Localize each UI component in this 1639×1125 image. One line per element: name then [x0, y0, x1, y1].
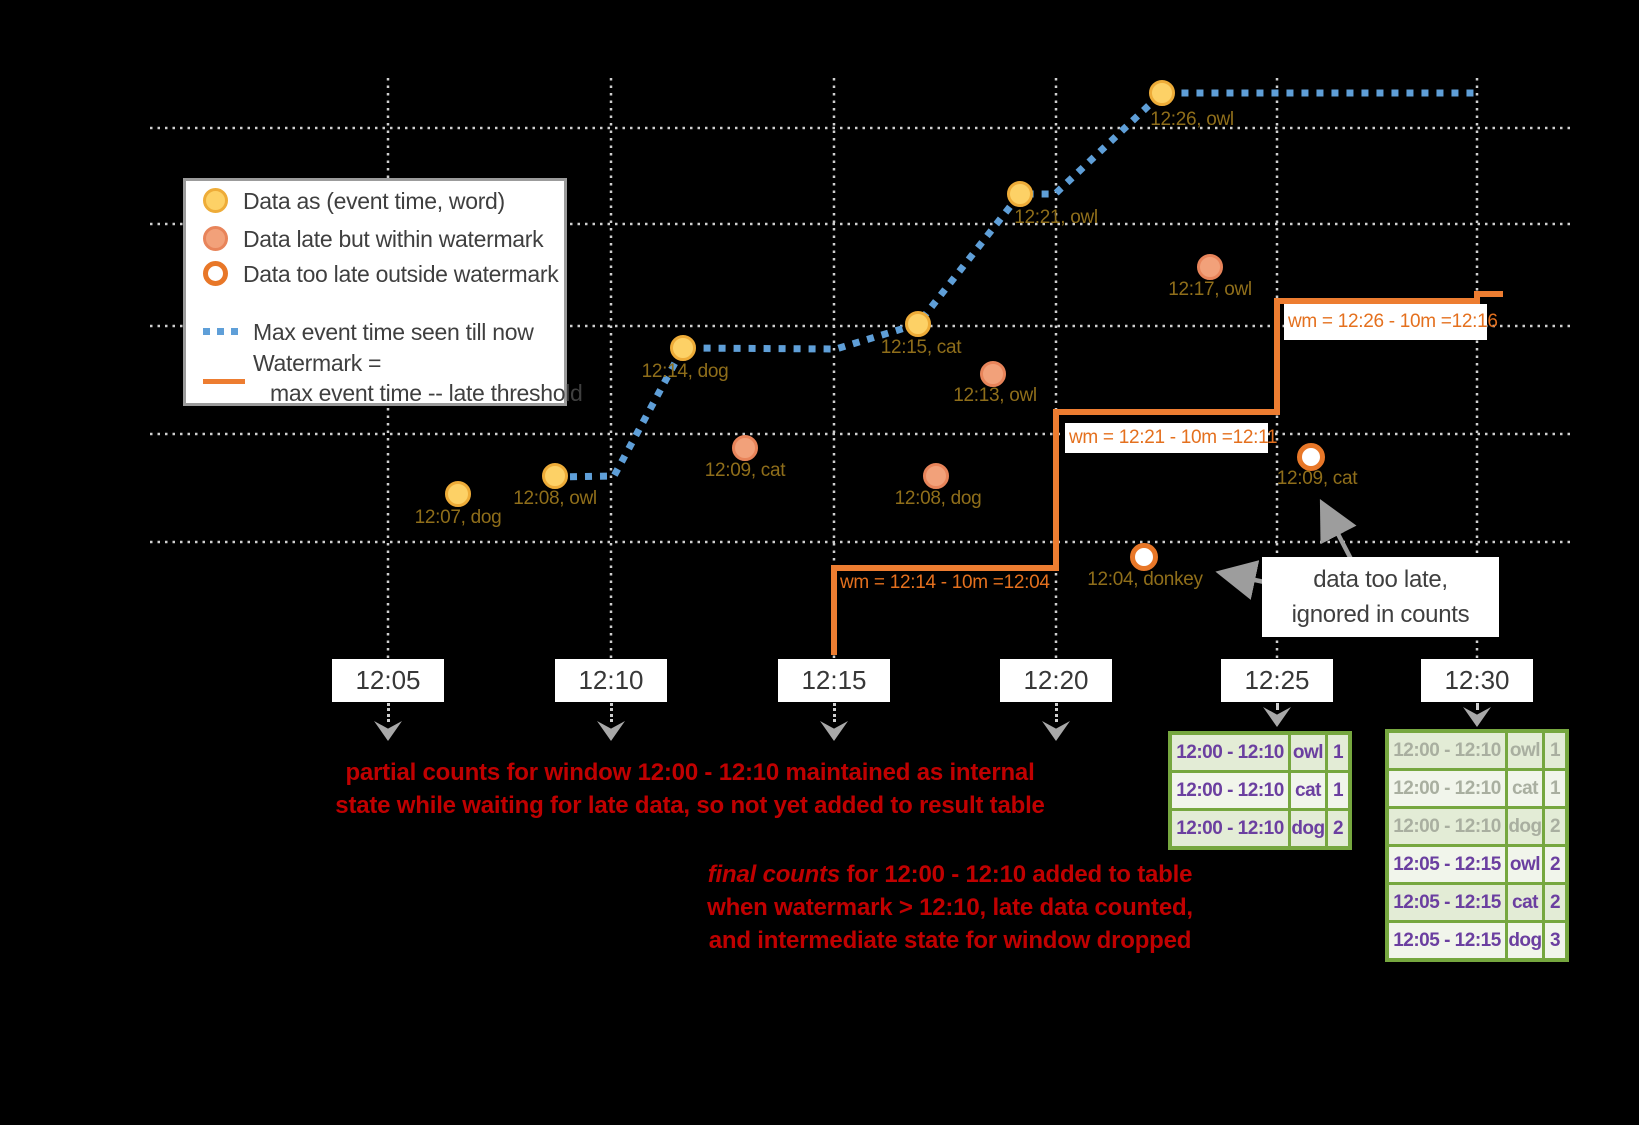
data-point-late	[980, 361, 1006, 387]
too-late-callout-line2: ignored in counts	[1291, 601, 1470, 628]
result-table-window-cell: 12:00 - 12:10	[1389, 809, 1505, 844]
data-point-on-time	[542, 463, 568, 489]
data-point-label: 12:08, owl	[513, 488, 597, 509]
legend-item-too-late: Data too late outside watermark	[243, 261, 559, 287]
watermark-label-1215: wm = 12:14 - 10m =12:04	[840, 572, 1050, 593]
legend-on-time-icon	[203, 188, 228, 213]
partial-counts-note-line2: state while waiting for late data, so not yet added to result table	[335, 792, 1045, 819]
too-late-callout-line1: data too late,	[1313, 566, 1448, 593]
axis-arrow-stem	[387, 703, 390, 722]
legend-item-late: Data late but within watermark	[243, 226, 544, 252]
final-counts-note	[660, 858, 1240, 957]
result-table-word-cell: dog	[1508, 809, 1542, 844]
result-table-count-cell: 1	[1328, 735, 1348, 770]
final-counts-note-line2: when watermark > 12:10, late data counted,	[707, 894, 1193, 921]
result-table-count-cell: 2	[1328, 811, 1348, 846]
axis-arrow-stem	[1476, 703, 1479, 708]
data-point-label: 12:09, cat	[1276, 468, 1358, 489]
data-point-label: 12:17, owl	[1168, 279, 1252, 300]
final-counts-note-line1	[660, 858, 1240, 891]
axis-tick-12-20: 12:20	[1000, 659, 1112, 702]
result-table-window-cell: 12:00 - 12:10	[1389, 771, 1505, 806]
data-point-late	[923, 463, 949, 489]
axis-tick-12-05: 12:05	[332, 659, 444, 702]
too-late-callout	[1262, 557, 1499, 637]
result-table-1	[1168, 731, 1352, 850]
result-table-count-cell: 1	[1545, 771, 1565, 806]
data-point-label: 12:09, cat	[704, 460, 786, 481]
axis-arrow-stem	[833, 703, 836, 722]
result-table-word-cell: dog	[1291, 811, 1325, 846]
data-point-label: 12:08, dog	[894, 488, 982, 509]
legend-item-on-time: Data as (event time, word)	[243, 188, 505, 214]
legend-max-event-time-icon	[203, 328, 245, 335]
result-table-window-cell: 12:00 - 12:10	[1389, 733, 1505, 768]
legend-too-late-icon	[203, 261, 228, 286]
result-table-window-cell: 12:05 - 12:15	[1389, 923, 1505, 958]
result-table-word-cell: cat	[1291, 773, 1325, 808]
result-table-count-cell: 2	[1545, 847, 1565, 882]
data-point-label: 12:15, cat	[880, 337, 962, 358]
result-table-count-cell: 1	[1328, 773, 1348, 808]
data-point-label: 12:26, owl	[1150, 109, 1234, 130]
legend-late-icon	[203, 226, 228, 251]
result-table-word-cell: owl	[1291, 735, 1325, 770]
result-table-window-cell: 12:00 - 12:10	[1172, 735, 1288, 770]
axis-arrow-stem	[1276, 703, 1279, 708]
data-point-late	[732, 435, 758, 461]
data-point-on-time	[1149, 80, 1175, 106]
data-point-on-time	[670, 335, 696, 361]
legend-item-watermark: Watermark =	[253, 350, 382, 376]
data-point-on-time	[1007, 181, 1033, 207]
result-table-word-cell: cat	[1508, 771, 1542, 806]
result-table-window-cell: 12:00 - 12:10	[1172, 773, 1288, 808]
legend-item-watermark-line2: max event time -- late threshold	[270, 380, 583, 406]
data-point-on-time	[905, 311, 931, 337]
partial-counts-note-line1: partial counts for window 12:00 - 12:10 maintained as internal	[345, 759, 1035, 786]
final-counts-emphasis: final counts	[707, 861, 841, 888]
result-table-window-cell: 12:05 - 12:15	[1389, 885, 1505, 920]
result-table-word-cell: owl	[1508, 733, 1542, 768]
axis-arrow-stem	[1055, 703, 1058, 722]
data-point-label: 12:04, donkey	[1087, 569, 1203, 590]
legend-item-max-event-time: Max event time seen till now	[253, 319, 534, 345]
axis-tick-12-15: 12:15	[778, 659, 890, 702]
result-table-count-cell: 2	[1545, 809, 1565, 844]
legend-watermark-icon	[203, 379, 245, 384]
data-point-too-late	[1130, 543, 1158, 571]
result-table-count-cell: 2	[1545, 885, 1565, 920]
watermark-label-1225: wm = 12:26 - 10m =12:16	[1284, 304, 1487, 340]
result-table-count-cell: 1	[1545, 733, 1565, 768]
data-point-label: 12:21, owl	[1014, 207, 1098, 228]
watermark-label-1220: wm = 12:21 - 10m =12:11	[1065, 423, 1268, 453]
result-table-word-cell: owl	[1508, 847, 1542, 882]
result-table-window-cell: 12:05 - 12:15	[1389, 847, 1505, 882]
axis-tick-12-30: 12:30	[1421, 659, 1533, 702]
result-table-word-cell: dog	[1508, 923, 1542, 958]
partial-counts-note	[250, 756, 1130, 822]
result-table-2	[1385, 729, 1569, 962]
result-table-window-cell: 12:00 - 12:10	[1172, 811, 1288, 846]
final-counts-note-line3: and intermediate state for window dropped	[708, 927, 1192, 954]
max-event-time-line	[555, 93, 1477, 477]
data-point-too-late	[1297, 443, 1325, 471]
result-table-count-cell: 3	[1545, 923, 1565, 958]
data-point-label: 12:14, dog	[641, 361, 729, 382]
result-table-word-cell: cat	[1508, 885, 1542, 920]
data-point-label: 12:13, owl	[953, 385, 1037, 406]
axis-arrow-stem	[610, 703, 613, 722]
data-point-label: 12:07, dog	[414, 507, 502, 528]
final-counts-note-line1-rest: for 12:00 - 12:10 added to table	[840, 861, 1193, 888]
axis-tick-12-10: 12:10	[555, 659, 667, 702]
arrow-to-late-cat-point	[1323, 505, 1352, 561]
axis-tick-12-25: 12:25	[1221, 659, 1333, 702]
data-point-on-time	[445, 481, 471, 507]
data-point-late	[1197, 254, 1223, 280]
